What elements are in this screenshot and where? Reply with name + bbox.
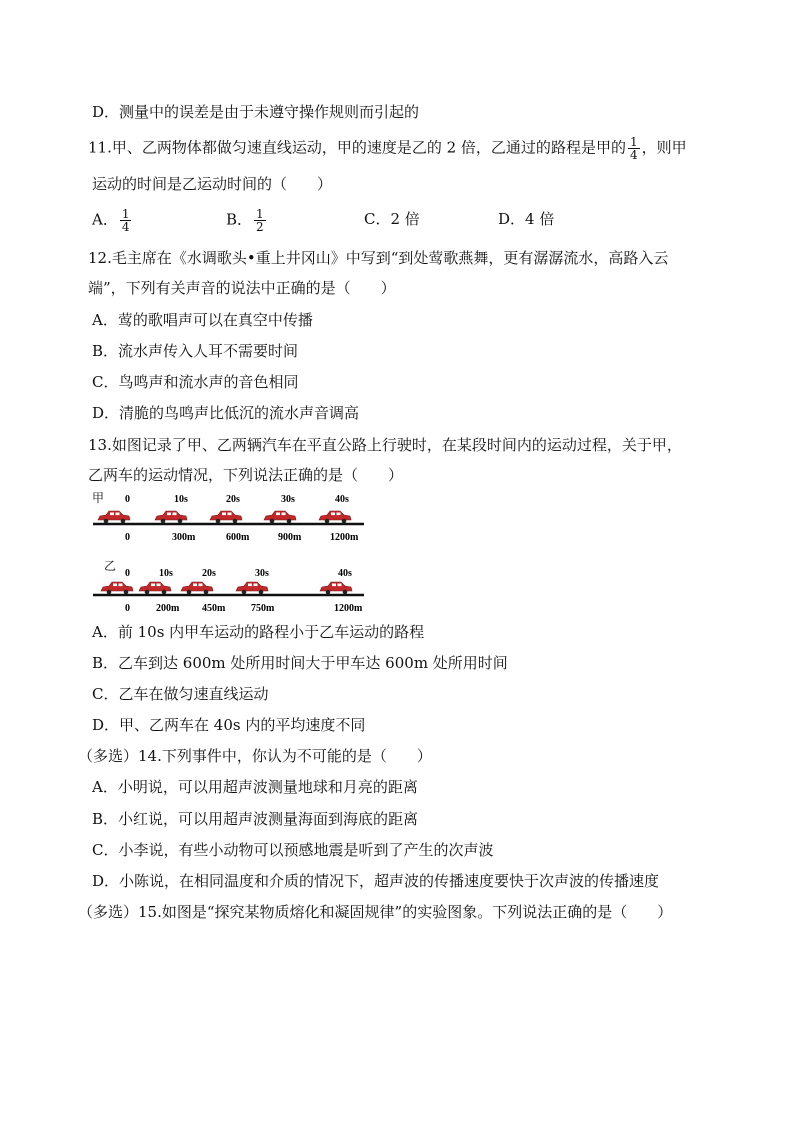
- q12-stem-line2: 端”，下列有关声音的说法中正确的是（ ）: [88, 279, 396, 297]
- car-b-dist-750m: 750m: [251, 603, 275, 614]
- car-a-dist-300m: 300m: [172, 532, 196, 543]
- car-a-dist-900m: 900m: [278, 532, 302, 543]
- car-a-icon-4: [319, 511, 351, 523]
- car-a-time-30s: 30s: [281, 494, 295, 505]
- car-a-dist-1200m: 1200m: [330, 532, 359, 543]
- q14-option-c: C．小李说，有些小动物可以预感地震是听到了产生的次声波: [92, 841, 494, 859]
- car-b-time-20s: 20s: [202, 568, 216, 579]
- car-b-dist-200m: 200m: [156, 603, 180, 614]
- q11-stem-part1: 11.甲、乙两物体都做匀速直线运动，甲的速度是乙的 2 倍，乙通过的路程是甲的: [88, 138, 626, 157]
- car-b-dist-1200m: 1200m: [334, 603, 363, 614]
- q11-stem-fraction: $\frac{1}{4}$: [629, 135, 638, 162]
- q11-option-a-fraction: $\frac{1}{4}$: [121, 207, 130, 234]
- q13-option-c: C．乙车在做匀速直线运动: [92, 685, 269, 703]
- q11-stem-part2: ，则甲: [641, 138, 687, 157]
- car-b-icon-1: [139, 582, 171, 594]
- q11-option-a: A． $\frac{1}{4}$: [92, 207, 130, 234]
- car-a-label: 甲: [92, 491, 105, 505]
- q12-option-a: A．莺的歌唱声可以在真空中传播: [92, 311, 313, 329]
- q13-stem-line1: 13.如图记录了甲、乙两辆汽车在平直公路上行驶时，在某段时间内的运动过程，关于甲，: [88, 436, 682, 454]
- car-b-icon-4: [320, 582, 352, 594]
- q10-option-d: D．测量中的误差是由于未遵守操作规则而引起的: [92, 103, 420, 121]
- q11-stem-line2: 运动的时间是乙运动时间的（ ）: [92, 175, 333, 193]
- car-a-icon-3: [264, 511, 296, 523]
- q14-stem: （多选）14.下列事件中，你认为不可能的是（ ）: [78, 747, 432, 765]
- car-a-time-40s: 40s: [335, 494, 349, 505]
- car-b-time-40s: 40s: [338, 568, 352, 579]
- car-b-time-0: 0: [125, 568, 130, 579]
- car-b-icon-0: [101, 582, 133, 594]
- q11-option-b: B． $\frac{1}{2}$: [226, 207, 264, 234]
- car-b-icon-2: [181, 582, 213, 594]
- q14-option-b: B．小红说，可以用超声波测量海面到海底的距离: [92, 810, 419, 828]
- car-a-icon-0: [98, 511, 130, 523]
- q11-stem-line1: [88, 136, 687, 161]
- car-a-time-10s: 10s: [174, 494, 188, 505]
- car-a-time-20s: 20s: [226, 494, 240, 505]
- q13-motion-figure: [88, 490, 378, 615]
- q14-option-d: D．小陈说，在相同温度和介质的情况下，超声波的传播速度要快于次声波的传播速度: [92, 872, 660, 890]
- q12-option-b: B．流水声传入人耳不需要时间: [92, 342, 299, 360]
- q12-option-c: C．鸟鸣声和流水声的音色相同: [92, 373, 299, 391]
- q13-option-a: A．前 10s 内甲车运动的路程小于乙车运动的路程: [92, 623, 425, 641]
- car-a-dist-0: 0: [125, 532, 130, 543]
- car-b-dist-0: 0: [125, 603, 130, 614]
- q14-option-a: A．小明说，可以用超声波测量地球和月亮的距离: [92, 778, 418, 796]
- q13-stem-line2: 乙两车的运动情况，下列说法正确的是（ ）: [88, 466, 404, 484]
- q12-option-d: D．清脆的鸟鸣声比低沉的流水声音调高: [92, 404, 360, 422]
- car-b-label: 乙: [104, 559, 117, 573]
- q11-option-d: D．4 倍: [498, 210, 555, 228]
- q11-option-b-fraction: $\frac{1}{2}$: [256, 207, 264, 234]
- q12-stem-line1: 12.毛主席在《水调歌头•重上井冈山》中写到“到处莺歌燕舞，更有潺潺流水，高路入云: [88, 249, 669, 267]
- q13-option-d: D．甲、乙两车在 40s 内的平均速度不同: [92, 716, 366, 734]
- car-b-icon-3: [236, 582, 268, 594]
- q15-stem: （多选）15.如图是“探究某物质熔化和凝固规律”的实验图象。下列说法正确的是（ ）: [78, 903, 673, 921]
- q13-option-b: B．乙车到达 600m 处所用时间大于甲车达 600m 处所用时间: [92, 654, 508, 672]
- car-b-dist-450m: 450m: [202, 603, 226, 614]
- car-a-icon-1: [155, 511, 187, 523]
- car-a-dist-600m: 600m: [226, 532, 250, 543]
- q11-option-c: C．2 倍: [364, 210, 420, 228]
- car-b-time-30s: 30s: [255, 568, 269, 579]
- car-b-time-10s: 10s: [159, 568, 173, 579]
- car-a-time-0: 0: [125, 494, 130, 505]
- car-a-icon-2: [210, 511, 242, 523]
